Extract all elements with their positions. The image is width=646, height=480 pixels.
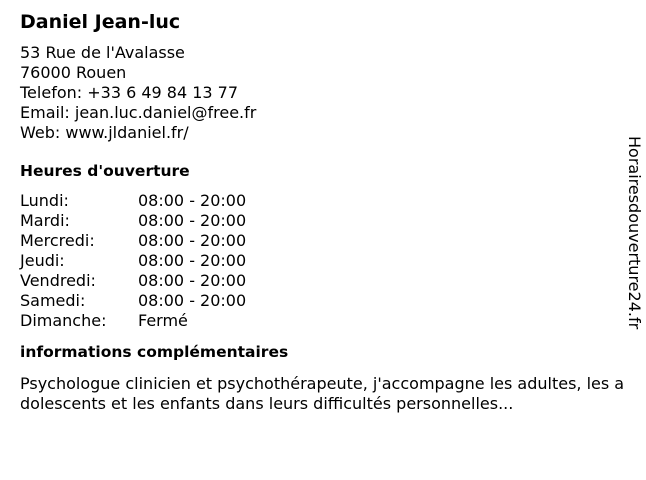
hours-row-samedi: [20, 291, 620, 311]
day-label: Vendredi:: [20, 271, 96, 290]
day-label: Lundi:: [20, 191, 69, 210]
hours-row-lundi: [20, 191, 620, 211]
site-watermark: Horairesdouverture24.fr: [625, 136, 644, 330]
street-address: 53 Rue de l'Avalasse: [20, 43, 185, 62]
time-value: 08:00 - 20:00: [138, 211, 247, 230]
business-card: [20, 10, 625, 414]
opening-hours-table: [20, 191, 620, 331]
opening-hours-heading: Heures d'ouverture: [20, 162, 190, 180]
time-value: 08:00 - 20:00: [138, 251, 247, 270]
web-line: Web: www.jldaniel.fr/: [20, 123, 189, 142]
city-address: 76000 Rouen: [20, 63, 127, 82]
day-label: Samedi:: [20, 291, 86, 310]
time-value: 08:00 - 20:00: [138, 231, 247, 250]
contact-details: [20, 43, 620, 143]
hours-row-jeudi: [20, 251, 620, 271]
hours-row-mardi: [20, 211, 620, 231]
time-value: 08:00 - 20:00: [138, 291, 247, 310]
hours-row-vendredi: [20, 271, 620, 291]
day-label: Mardi:: [20, 211, 70, 230]
business-name: Daniel Jean-luc: [20, 11, 181, 33]
phone-line: Telefon: +33 6 49 84 13 77: [20, 83, 239, 102]
hours-row-dimanche: [20, 311, 620, 331]
day-label: Jeudi:: [20, 251, 65, 270]
time-value: Fermé: [138, 311, 188, 330]
time-value: 08:00 - 20:00: [138, 191, 247, 210]
email-line: Email: jean.luc.daniel@free.fr: [20, 103, 257, 122]
additional-info-heading: informations complémentaires: [20, 343, 289, 361]
time-value: 08:00 - 20:00: [138, 271, 247, 290]
day-label: Mercredi:: [20, 231, 95, 250]
day-label: Dimanche:: [20, 311, 107, 330]
additional-info-text: Psychologue clinicien et psychothérapeute, j'accompagne les adultes, les adolescents et les enfants dans leurs difficultés personnelles...: [20, 374, 625, 413]
hours-row-mercredi: [20, 231, 620, 251]
